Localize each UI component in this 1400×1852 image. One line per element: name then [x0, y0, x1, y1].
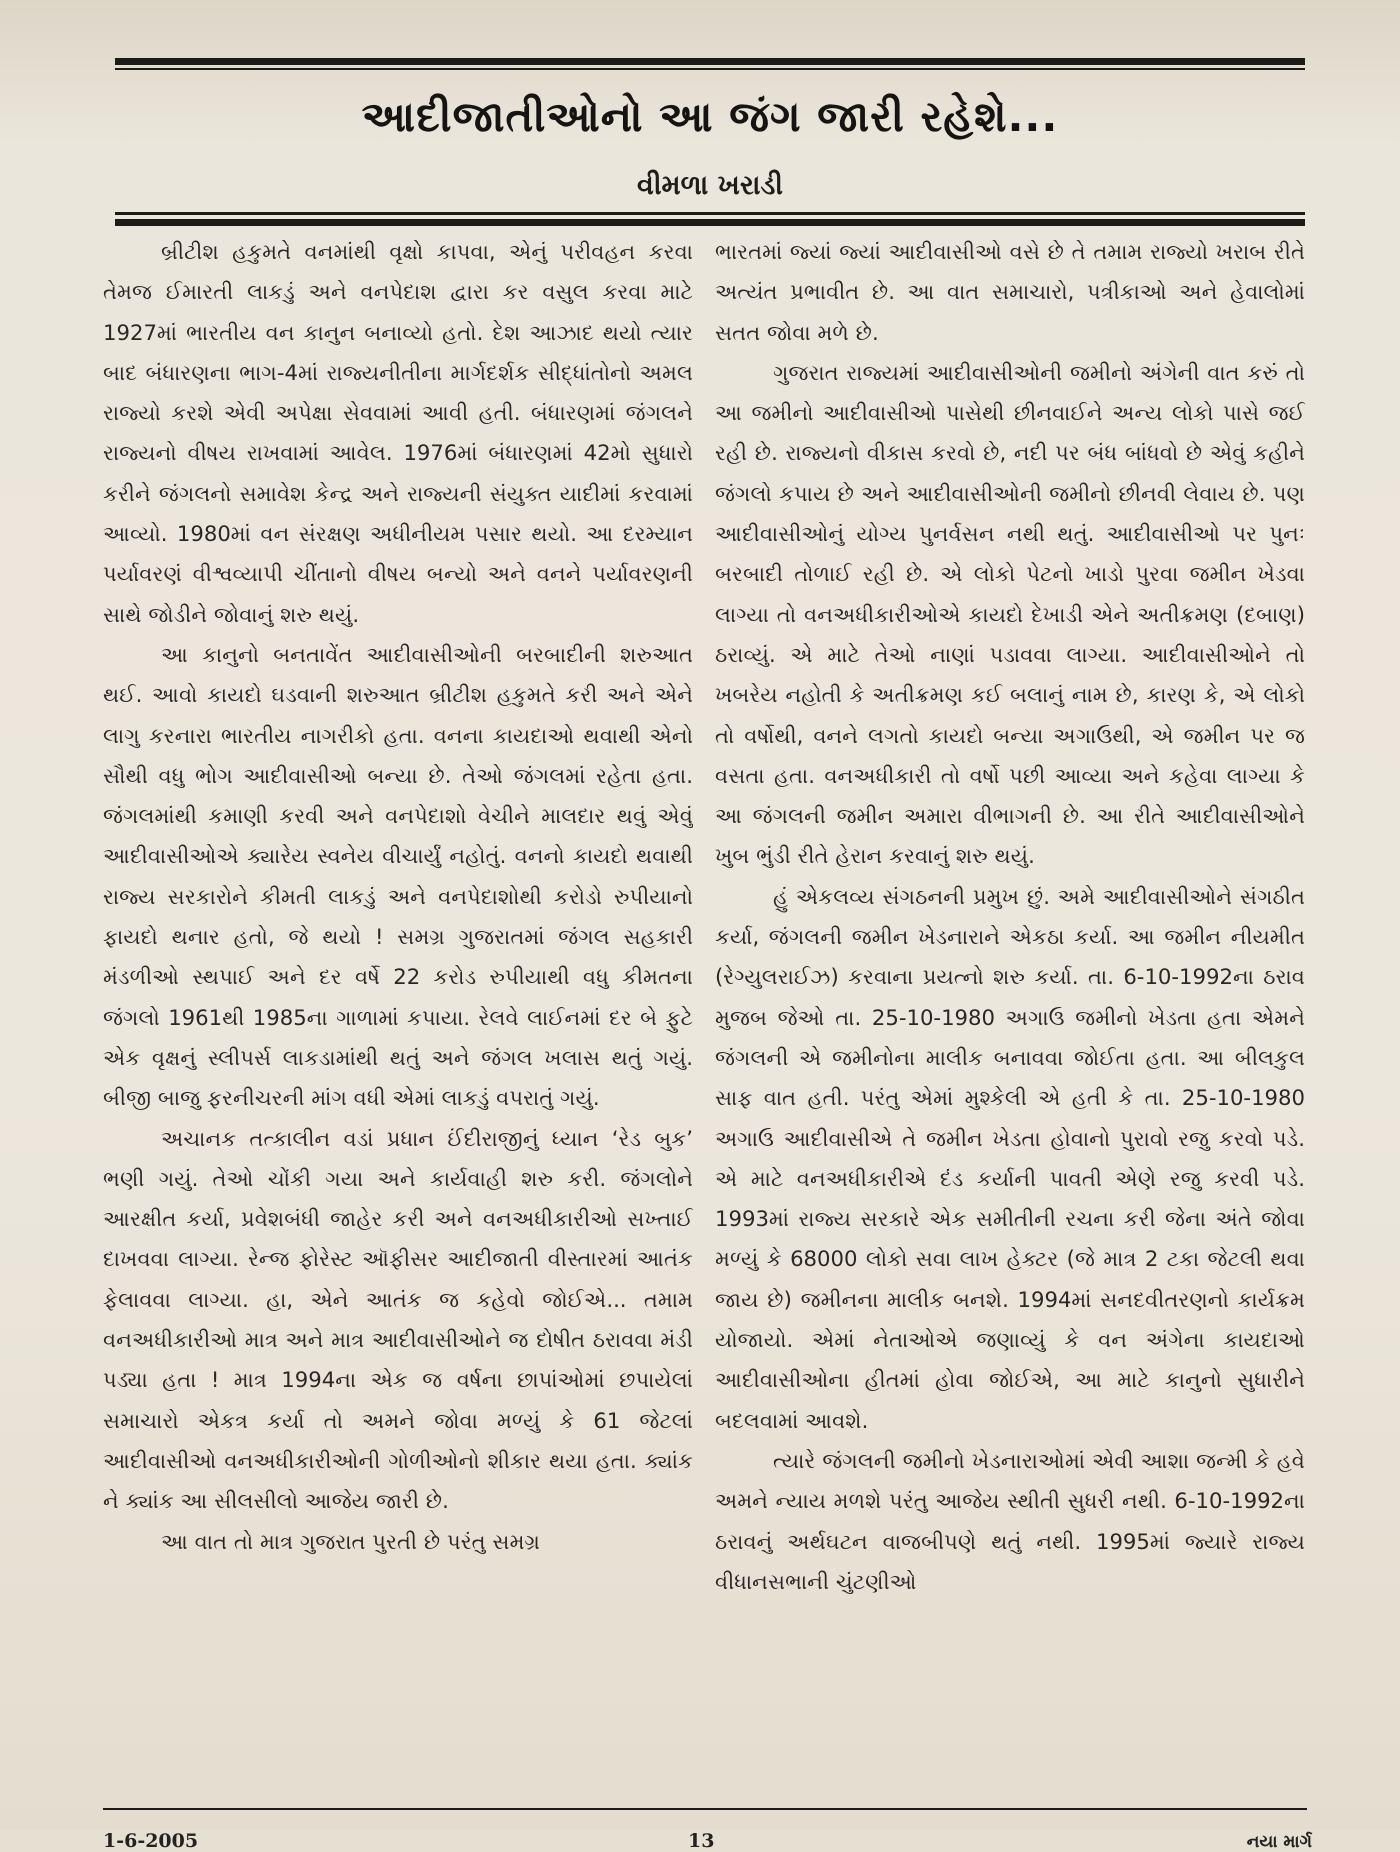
paragraph: હું એકલવ્ય સંગઠનની પ્રમુખ છું. અમે આદીવાસીઓને સંગઠીત કર્યા, જંગલની જમીન ખેડનારાને એકઠા કર્યા. આ જમીન નીયમીત (રેગ્યુલરાઈઝ) કરવાના પ્રયત્નો શરુ કર્યા. તા. 6-10-1992ના ઠરાવ મુજબ જેઓ તા. 25-10-1980 અગાઉ જમીનો ખેડતા હતા એમને જંગલની એ જમીનોના માલીક બનાવવા જોઈતા હતા. આ બીલકુલ સાફ વાત હતી. પરંતુ એમાં મુશ્કેલી એ હતી કે તા. 25-10-1980 અગાઉ આદીવાસીએ તે જમીન ખેડતા હોવાનો પુરાવો રજુ કરવો પડે. એ માટે વનઅધીકારીએ દંડ કર્યાની પાવતી એણે રજુ કરવી પડે. 1993માં રાજ્ય સરકારે એક સમીતીની રચના કરી જેના અંતે જોવા મળ્યું કે 68000 લોકો સવા લાખ હેક્ટર (જે માત્ર 2 ટકા જેટલી થવા જાય છે) જમીનના માલીક બનશે. 1994માં સનદવીતરણનો કાર્યક્રમ યોજાયો. એમાં નેતાઓએ જણાવ્યું કે વન અંગેના કાયદાઓ આદીવાસીઓના હીતમાં હોવા જોઈએ, આ માટે કાનુનો સુધારીને બદલવામાં આવશે.: [715, 883, 1305, 1433]
footer-date: 1-6-2005: [103, 1830, 199, 1852]
title-top-rule: [115, 58, 1305, 65]
header-bottom-rule-thin: [115, 212, 1305, 215]
title-top-rule-thin: [115, 68, 1305, 70]
paragraph: ગુજરાત રાજ્યમાં આદીવાસીઓની જમીનો અંગેની વાત કરું તો આ જમીનો આદીવાસીઓ પાસેથી છીનવાઈને અન્ય લોકો પાસે જઈ રહી છે. રાજ્યનો વીકાસ કરવો છે, નદી પર બંધ બાંધવો છે એવું કહીને જંગલો કપાય છે અને આદીવાસીઓની જમીનો છીનવી લેવાય છે. પણ આદીવાસીઓનું યોગ્ય પુનર્વસન નથી થતું. આદીવાસીઓ પર પુનઃ બરબાદી તોળાઈ રહી છે. એ લોકો પેટનો ખાડો પુરવા જમીન ખેડવા લાગ્યા તો વનઅધીકારીઓએ કાયદો દેખાડી એને અતીક્રમણ (દબાણ) ઠરાવ્યું. એ માટે તેઓ નાણાં પડાવવા લાગ્યા. આદીવાસીઓને તો ખબરેય નહોતી કે અતીક્રમણ કઈ બલાનું નામ છે, કારણ કે, એ લોકો તો વર્ષોથી, વનને લગતો કાયદો બન્યા અગાઉથી, એ જમીન પર જ વસતા હતા. વનઅધીકારી તો વર્ષો પછી આવ્યા અને કહેવા લાગ્યા કે આ જંગલની જમીન અમારા વીભાગની છે. આ રીતે આદીવાસીઓને ખુબ ભુંડી રીતે હેરાન કરવાનું શરુ થયું.: [715, 359, 1305, 869]
article-author: વીમળા ખરાડી: [637, 170, 783, 201]
article-title: આદીજાતીઓનો આ જંગ જારી રહેશે...: [361, 92, 1059, 141]
page-number: 13: [688, 1830, 715, 1852]
text-column-left: [103, 232, 693, 1792]
paragraph: બ્રીટીશ હકુમતે વનમાંથી વૃક્ષો કાપવા, એનું પરીવહન કરવા તેમજ ઈમારતી લાકડું અને વનપેદાશ દ્વારા કર વસુલ કરવા માટે 1927માં ભારતીય વન કાનુન બનાવ્યો હતો. દેશ આઝાદ થયો ત્યાર બાદ બંધારણના ભાગ-4માં રાજ્યનીતીના માર્ગદર્શક સીદ્ધાંતોનો અમલ રાજ્યો કરશે એવી અપેક્ષા સેવવામાં આવી હતી. બંધારણમાં જંગલને રાજ્યનો વીષય રાખવામાં આવેલ. 1976માં બંધારણમાં 42મો સુધારો કરીને જંગલનો સમાવેશ કેન્દ્ર અને રાજ્યની સંયુક્ત યાદીમાં કરવામાં આવ્યો. 1980માં વન સંરક્ષણ અધીનીયમ પસાર થયો. આ દરમ્યાન પર્યાવરણં વીશ્વવ્યાપી ચીંતાનો વીષય બન્યો અને વનને પર્યાવરણની સાથે જોડીને જોવાનું શરુ થયું.: [103, 239, 693, 627]
publication-name: નયા માર્ગ: [1246, 1832, 1312, 1852]
paragraph: ત્યારે જંગલની જમીનો ખેડનારાઓમાં એવી આશા જન્મી કે હવે અમને ન્યાય મળશે પરંતુ આજેય સ્થીતી સુધરી નથી. 6-10-1992ના ઠરાવનું અર્થઘટન વાજબીપણે થતું નથી. 1995માં જ્યારે રાજ્ય વીધાનસભાની ચુંટણીઓ: [715, 1447, 1305, 1594]
text-column-right: [715, 232, 1305, 1792]
paragraph: ભારતમાં જ્યાં જ્યાં આદીવાસીઓ વસે છે તે તમામ રાજ્યો ખરાબ રીતે અત્યંત પ્રભાવીત છે. આ વાત સમાચારો, પત્રીકાઓ અને હેવાલોમાં સતત જોવા મળે છે.: [715, 239, 1305, 345]
paragraph: આ કાનુનો બનતાવેંત આદીવાસીઓની બરબાદીની શરુઆત થઈ. આવો કાયદો ઘડવાની શરુઆત બ્રીટીશ હકુમતે કરી અને એને લાગુ કરનારા ભારતીય નાગરીકો હતા. વનના કાયદાઓ થવાથી એનો સૌથી વધુ ભોગ આદીવાસીઓ બન્યા છે. તેઓ જંગલમાં રહેતા હતા. જંગલમાંથી કમાણી કરવી અને વનપેદાશો વેચીને માલદાર થવું એવું આદીવાસીઓએ ક્યારેય સ્વનેય વીચાર્યું નહોતું. વનનો કાયદો થવાથી રાજ્ય સરકારોને કીમતી લાકડું અને વનપેદાશોથી કરોડો રુપીયાનો ફાયદો થનાર હતો, જે થયો ! સમગ્ર ગુજરાતમાં જંગલ સહકારી મંડળીઓ સ્થપાઈ અને દર વર્ષે 22 કરોડ રુપીયાથી વધુ કીમતના જંગલો 1961થી 1985ના ગાળામાં કપાયા. રેલવે લાઈનમાં દર બે ફુટે એક વૃક્ષનું સ્લીપર્સ લાકડામાંથી થતું અને જંગલ ખલાસ થતું ગયું. બીજી બાજુ ફરનીચરની માંગ વધી એમાં લાકડું વપરાતું ગયું.: [103, 641, 693, 1111]
paragraph: અચાનક તત્કાલીન વડાં પ્રધાન ઈંદીરાજીનું ધ્યાન ‘રેડ બુક’ ભણી ગયું. તેઓ ચોંકી ગયા અને કાર્યવાહી શરુ કરી. જંગલોને આરક્ષીત કર્યા, પ્રવેશબંધી જાહેર કરી અને વનઅધીકારીઓ સખ્તાઈ દાખવવા લાગ્યા. રેન્જ ફોરેસ્ટ ઑફીસર આદીજાતી વીસ્તારમાં આતંક ફેલાવવા લાગ્યા. હા, એને આતંક જ કહેવો જોઈએ... તમામ વનઅધીકારીઓ માત્ર અને માત્ર આદીવાસીઓને જ દોષીત ઠરાવવા મંડી પડ્યા હતા ! માત્ર 1994ના એક જ વર્ષના છાપાંઓમાં છપાયેલાં સમાચારો એકત્ર કર્યા તો અમને જોવા મળ્યું કે 61 જેટલાં આદીવાસીઓ વનઅધીકારીઓની ગોળીઓનો શીકાર થયા હતા. ક્યાંક ને ક્યાંક આ સીલસીલો આજેય જારી છે.: [103, 1125, 693, 1514]
footer-rule: [103, 1808, 1307, 1810]
paragraph: આ વાત તો માત્ર ગુજરાત પુરતી છે પરંતુ સમગ્ર: [161, 1528, 541, 1554]
header-bottom-rule: [115, 219, 1305, 226]
